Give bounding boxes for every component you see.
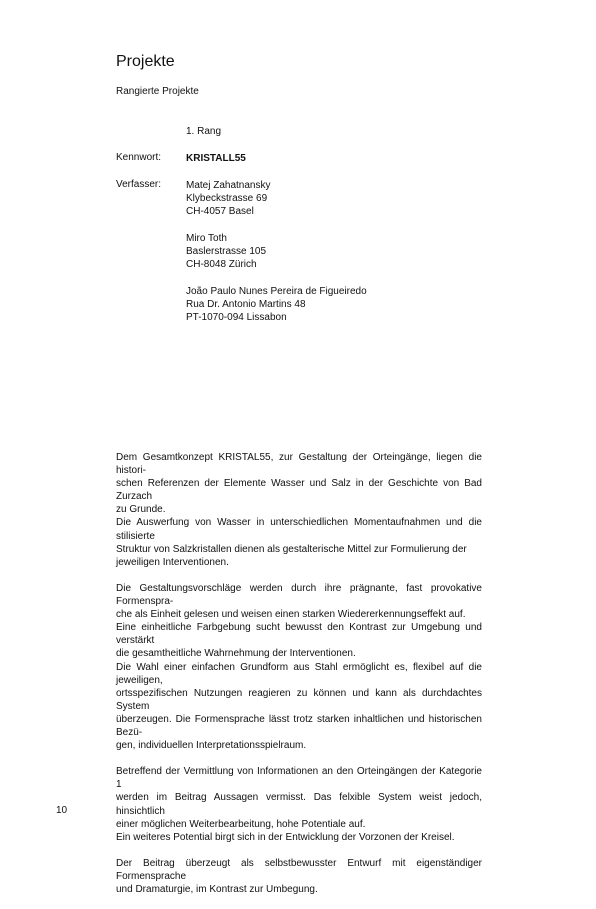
paragraph bbox=[116, 765, 482, 844]
text-line: und Dramaturgie, im Kontrast zur Umbegung. bbox=[116, 884, 318, 896]
kennwort-label: Kennwort: bbox=[116, 152, 162, 163]
text-line: zu Grunde. bbox=[116, 504, 166, 516]
author-name: Matej Zahatnansky bbox=[186, 180, 271, 191]
text-line: Struktur von Salzkristallen dienen als gestalterische Mittel zur Formulierung der bbox=[116, 543, 467, 555]
author-street: Rua Dr. Antonio Martins 48 bbox=[186, 298, 306, 310]
author-city: CH-8048 Zürich bbox=[186, 259, 257, 271]
text-line: jeweiligen Interventionen. bbox=[116, 556, 229, 568]
page-subtitle: Rangierte Projekte bbox=[116, 86, 199, 97]
text-line: werden im Beitrag Aussagen vermisst. Das felxible System weist jedoch, hinsichtlich bbox=[116, 792, 482, 817]
text-line: Ein weiteres Potential birgt sich in der Entwicklung der Vorzonen der Kreisel. bbox=[116, 831, 455, 843]
text-line: Eine einheitliche Farbgebung sucht bewusst den Kontrast zur Umgebung und verstärkt bbox=[116, 622, 482, 647]
author-street: Klybeckstrasse 69 bbox=[186, 193, 268, 205]
text-line: Die Gestaltungsvorschläge werden durch ihre prägnante, fast provokative Formenspra- bbox=[116, 582, 482, 608]
text-line: Die Wahl einer einfachen Grundform aus Stahl ermöglicht es, flexibel auf die jeweiligen, bbox=[116, 661, 482, 686]
page-title: Projekte bbox=[116, 53, 175, 70]
author-street: Baslerstrasse 105 bbox=[186, 246, 267, 257]
authors-list bbox=[186, 179, 367, 337]
text-line: che als Einheit gelesen und weisen einen starken Wiedererkennungseffekt auf. bbox=[116, 609, 466, 621]
page-number: 10 bbox=[56, 805, 68, 816]
paragraph bbox=[116, 582, 482, 752]
verfasser-label: Verfasser: bbox=[116, 179, 162, 190]
text-line: Der Beitrag überzeugt als selbstbewusster Entwurf mit eigenständiger Formensprache bbox=[116, 857, 482, 882]
kennwort-value: KRISTALL55 bbox=[186, 153, 246, 164]
author-block bbox=[186, 285, 367, 325]
text-line: einer möglichen Weiterbearbeitung, hohe Potentiale auf. bbox=[116, 818, 366, 830]
text-line: Die Auswerfung von Wasser in unterschiedlichen Momentaufnahmen und die stilisierte bbox=[116, 517, 482, 542]
author-name: Miro Toth bbox=[186, 232, 227, 244]
text-line: die gesamtheitliche Wahrnehmung der Interventionen. bbox=[116, 648, 356, 660]
author-block bbox=[186, 179, 367, 219]
text-line: Dem Gesamtkonzept KRISTAL55, zur Gestaltung der Orteingänge, liegen die histori- bbox=[116, 452, 482, 477]
text-line: schen Referenzen der Elemente Wasser und Salz in der Geschichte von Bad Zurzach bbox=[116, 478, 482, 503]
text-line: ortsspezifischen Nutzungen reagieren zu können und kann als durchdachtes System bbox=[116, 687, 482, 712]
jury-text bbox=[116, 451, 482, 909]
paragraph bbox=[116, 451, 482, 569]
author-block bbox=[186, 232, 367, 272]
author-city: PT-1070-094 Lissabon bbox=[186, 312, 287, 323]
text-line: Betreffend der Vermittlung von Informationen an den Orteingängen der Kategorie 1 bbox=[116, 766, 482, 791]
author-name: João Paulo Nunes Pereira de Figueiredo bbox=[186, 285, 367, 297]
text-line: gen, individuellen Interpretationsspielraum. bbox=[116, 740, 307, 752]
text-line: überzeugen. Die Formensprache lässt trotz starken inhaltlichen und historischen Bezü- bbox=[116, 713, 482, 738]
author-city: CH-4057 Basel bbox=[186, 206, 254, 218]
paragraph bbox=[116, 857, 482, 896]
rank-label: 1. Rang bbox=[186, 126, 222, 137]
